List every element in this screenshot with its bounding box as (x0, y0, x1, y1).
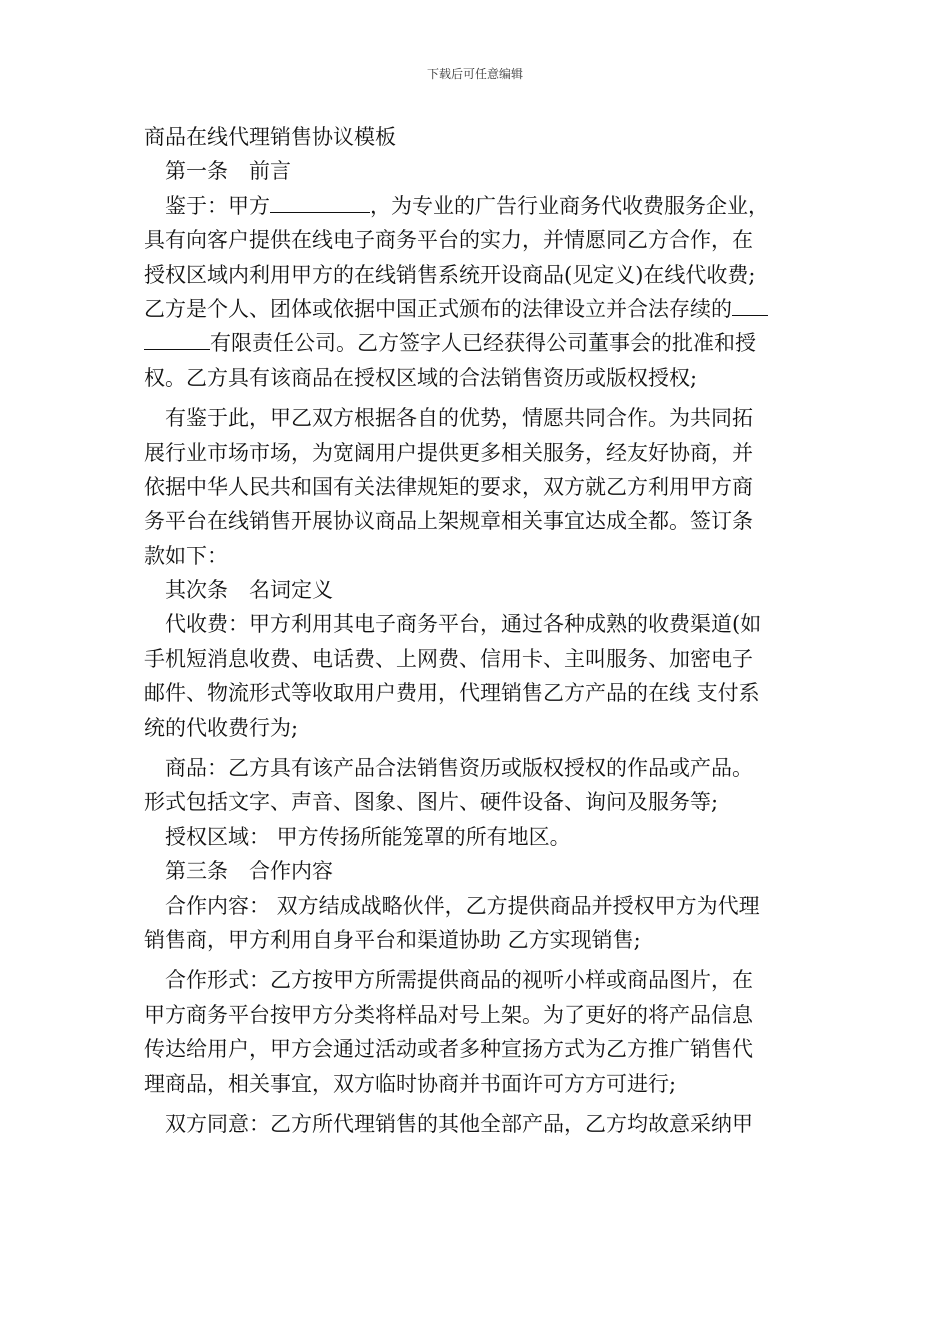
paragraph-line: 合作内容： 双方结成战略伙伴，乙方提供商品并授权甲方为代理 (165, 893, 760, 918)
paragraph-line: 统的代收费行为; (144, 715, 299, 740)
text-span: ，为专业的广告行业商务代收费服务企业， (370, 193, 769, 218)
paragraph-cooperation-form (144, 963, 808, 1101)
paragraph-definition-region: 授权区域： 甲方传扬所能笼罩的所有地区。 (165, 824, 571, 849)
paragraph-line: 双方同意：乙方所代理销售的其他全部产品，乙方均故意采纳甲 (165, 1111, 753, 1136)
paragraph-line: 款如下： (144, 543, 228, 568)
paragraph-line: 形式包括文字、声音、图象、图片、硬件设备、询问及服务等; (144, 790, 719, 815)
text-span: 有限责任公司。乙方签字人已经获得公司董事会的批准和授 (210, 331, 756, 356)
paragraph-line: 务平台在线销售开展协议商品上架规章相关事宜达成全都。签订条 (144, 509, 753, 534)
paragraph-line (144, 189, 808, 223)
paragraph-line: 具有向客户提供在线电子商务平台的实力，并情愿同乙方合作，在 (144, 228, 753, 253)
paragraph-line: 商品：乙方具有该产品合法销售资历或版权授权的作品或产品。 (165, 756, 753, 781)
document-title: 商品在线代理销售协议模板 (144, 125, 396, 149)
section-1-heading: 第一条 前言 (165, 159, 291, 184)
paragraph-line: 销售商，甲方利用自身平台和渠道协助 乙方实现销售; (144, 927, 641, 952)
text-span: 乙方是个人、团体或依据中国正式颁布的法律设立并合法存续的 (144, 296, 732, 321)
document-body (144, 120, 808, 1141)
paragraph-line: 代收费：甲方利用其电子商务平台，通过各种成熟的收费渠道(如 (165, 612, 762, 637)
paragraph-line: 传达给用户，甲方会通过活动或者多种宣扬方式为乙方推广销售代 (144, 1037, 753, 1062)
paragraph-definition-goods (144, 751, 808, 820)
paragraph-line: 权。乙方具有该商品在授权区域的合法销售资历或版权授权; (144, 365, 698, 390)
paragraph-line: 展行业市场市场，为宽阔用户提供更多相关服务，经友好协商，并 (144, 440, 753, 465)
paragraph-line (144, 326, 808, 360)
paragraph-preamble (144, 189, 808, 395)
company-name-blank-cont (144, 327, 210, 350)
paragraph-line: 甲方商务平台按甲方分类将样品对号上架。为了更好的将产品信息 (144, 1002, 753, 1027)
text-span: 鉴于：甲方 (165, 193, 270, 218)
paragraph-line: 手机短消息收费、电话费、上网费、信用卡、主叫服务、加密电子 (144, 646, 753, 671)
paragraph-line: 依据中华人民共和国有关法律规矩的要求，双方就乙方利用甲方商 (144, 474, 753, 499)
paragraph-line (144, 292, 808, 326)
section-2-heading: 其次条 名词定义 (165, 578, 333, 603)
paragraph-cooperation-content (144, 889, 808, 958)
company-name-blank (732, 293, 768, 316)
paragraph-line: 有鉴于此，甲乙双方根据各自的优势，情愿共同合作。为共同拓 (165, 406, 753, 431)
paragraph-line: 理商品，相关事宜，双方临时协商并书面许可方方可进行; (144, 1071, 677, 1096)
paragraph-definition-collection (144, 607, 808, 745)
section-3-heading: 第三条 合作内容 (165, 859, 333, 884)
paragraph-whereas (144, 401, 808, 573)
paragraph-mutual-agreement (144, 1107, 808, 1141)
party-a-name-blank (270, 190, 370, 213)
paragraph-line: 授权区域内利用甲方的在线销售系统开设商品(见定义)在线代收费; (144, 262, 756, 287)
page-header-note: 下载后可任意编辑 (426, 67, 523, 81)
paragraph-line: 邮件、物流形式等收取用户费用，代理销售乙方产品的在线 支付系 (144, 681, 760, 706)
paragraph-line: 合作形式：乙方按甲方所需提供商品的视听小样或商品图片，在 (165, 968, 753, 993)
